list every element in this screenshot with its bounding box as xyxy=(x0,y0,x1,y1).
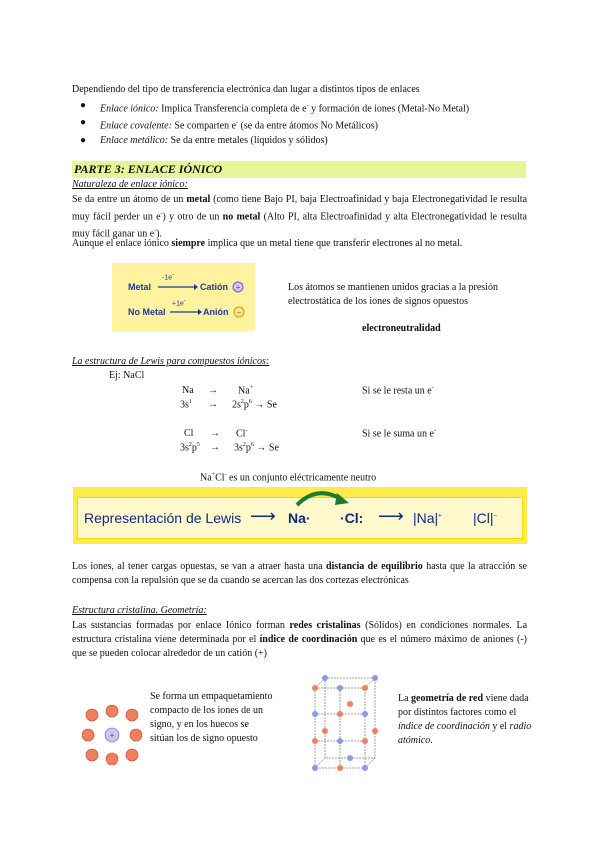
list-item: ● Enlace covalente: Se comparten e- (se da entre átomos No Metálicos) xyxy=(80,117,379,132)
lewis-cl: ·Cl: xyxy=(340,510,364,526)
lewis-label: Representación de Lewis xyxy=(84,510,242,526)
crystal-paragraph: Las sustancias formadas por enlace Iónico forman redes cristalinas (Sólidos) en condiciones normales. La estructura cristalina viene determinada por el índice de coordinación que es el número máximo de aniones (-) que se pueden colocar alrededor de un catión (+) xyxy=(72,620,528,659)
subheading-lewis: La estructura de Lewis para compuestos iónicos: xyxy=(72,356,270,367)
arrow-icon xyxy=(170,308,202,316)
subheading-crystal: Estructura cristalina. Geometría: xyxy=(72,605,207,616)
ions-paragraph: Los iones, al tener cargas opuestas, se van a atraer hasta una distancia de equilibrio hasta que la atracción se compensa con la repulsión que se da cuando se acercan las dos cortezas electrónicas xyxy=(72,561,527,586)
lewis-representation-banner xyxy=(73,487,527,544)
svg-text:+: + xyxy=(235,283,241,292)
cl-config: $3s^2p^5$ xyxy=(180,442,200,454)
cl-ion-config: $3s^2p^6 \to Se$ xyxy=(234,442,279,454)
cl-ion: Cl- xyxy=(236,428,248,440)
arrow-icon: → xyxy=(208,385,218,396)
list-item: ● Enlace metálico: Se da entre metales (líquidos y sólidos) xyxy=(80,134,328,146)
neutral-statement: Na+Cl- es un conjunto eléctricamente neutro xyxy=(200,472,377,484)
anion-label: Anión xyxy=(203,307,229,317)
cl-atom: Cl xyxy=(184,428,194,439)
intro-text: Dependiendo del tipo de transferencia electrónica dan lugar a distintos tipos de enlaces xyxy=(72,84,420,95)
arrow-icon: → xyxy=(208,399,218,410)
svg-text:+: + xyxy=(109,731,115,740)
lewis-cl-ion: |Cl|− xyxy=(473,510,498,526)
diagram-caption: Los átomos se mantienen unidos gracias a la presión electrostática de los iones de signos opuestos xyxy=(288,282,498,307)
cation-label: Catión xyxy=(200,282,228,292)
section-title: PARTE 3: ENLACE IÓNICO xyxy=(72,161,526,178)
nature-paragraph: Se da entre un átomo de un metal (como tiene Bajo PI, baja Electroafinidad y baja Electronegatividad le resulta muy fácil perder un e-) y otro de un no metal (Alto PI, alta Electroafinidad y alta Electronegatividad le resulta muy fácil ganar un e-). xyxy=(72,194,528,240)
na-ion-config: $2s^2p^6 \to Se$ xyxy=(232,399,277,411)
arrow-icon: → xyxy=(210,442,220,453)
arrow-icon xyxy=(158,283,198,291)
cation-icon xyxy=(232,281,244,293)
electron-transfer-arrow-icon xyxy=(293,487,353,509)
bond-types-list xyxy=(72,99,552,148)
arrow-icon: → xyxy=(210,428,220,439)
anion-icon xyxy=(233,306,245,318)
lewis-na-ion: |Na|+ xyxy=(413,510,442,526)
ion-formation-diagram xyxy=(112,263,255,331)
no-metal-label: No Metal xyxy=(128,307,166,317)
example-label: Ej: NaCl xyxy=(109,370,145,381)
arrow-icon: ⟶ xyxy=(250,506,276,526)
geometry-description: La geometría de red viene dada por distintos factores como el índice de coordinación y el radio atómico. xyxy=(398,693,532,746)
plus-e-label: +1e- xyxy=(172,298,186,308)
arrow-icon: ⟶ xyxy=(378,506,404,526)
ion-packing-illustration xyxy=(82,705,142,765)
note-suma: Si se le suma un e- xyxy=(362,428,436,440)
na-atom: Na xyxy=(182,385,194,396)
electroneutrality-label: electroneutralidad xyxy=(362,323,441,334)
packing-description: Se forma un empaquetamiento compacto de los iones de un signo, y en los huecos se sitúan los de signo opuesto xyxy=(150,691,273,744)
na-config: $3s^1$ xyxy=(180,399,192,411)
nature-paragraph-2: Aunque el enlace iónico siempre implica que un metal tiene que transferir electrones al no metal. xyxy=(72,238,463,249)
subheading-nature: Naturaleza de enlace iónico: xyxy=(72,179,188,190)
minus-e-label: -1e- xyxy=(162,272,175,282)
note-resta: Si se le resta un e- xyxy=(362,385,434,397)
svg-text:−: − xyxy=(236,308,242,317)
na-ion: Na+ xyxy=(238,385,254,397)
lewis-na: Na· xyxy=(288,510,311,526)
ion-packing-icon xyxy=(82,705,142,765)
crystal-lattice-illustration xyxy=(303,668,381,776)
list-item: ● Enlace iónico: Implica Transferencia completa de e- y formación de iones (Metal-No Metal) xyxy=(80,100,470,115)
metal-label: Metal xyxy=(128,282,152,292)
crystal-lattice-icon xyxy=(303,668,381,776)
